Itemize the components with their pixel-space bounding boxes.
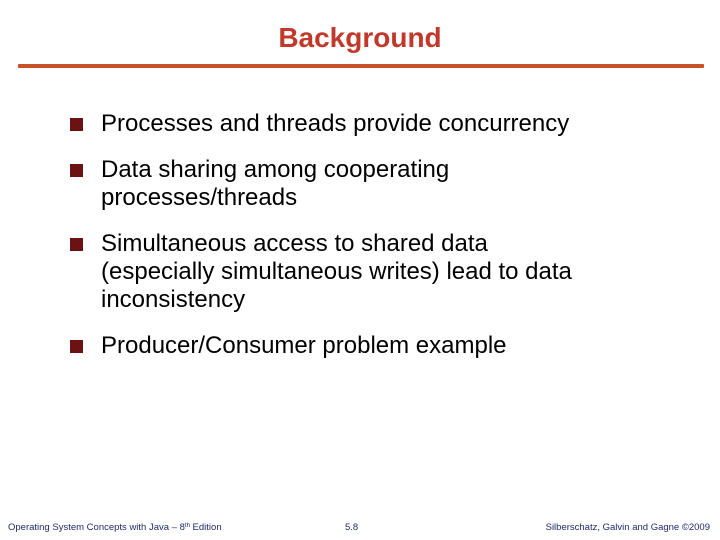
bullet-list bbox=[70, 110, 690, 378]
bullet-item bbox=[70, 332, 690, 360]
square-bullet-icon bbox=[70, 340, 83, 353]
footer-title-prefix: Operating System Concepts with Java – 8 bbox=[8, 522, 185, 533]
bullet-item bbox=[70, 110, 690, 138]
square-bullet-icon bbox=[70, 238, 83, 251]
bullet-text: Simultaneous access to shared data (especially simultaneous writes) lead to data inconsistency bbox=[101, 230, 572, 313]
bullet-text: Processes and threads provide concurrency bbox=[101, 110, 570, 137]
footer-title-suffix: Edition bbox=[189, 522, 222, 533]
footer-page-number: 5.8 bbox=[345, 522, 359, 533]
slide-title: Background bbox=[278, 22, 442, 53]
title-divider bbox=[18, 64, 704, 68]
bullet-item bbox=[70, 156, 690, 212]
square-bullet-icon bbox=[70, 164, 83, 177]
bullet-text: Producer/Consumer problem example bbox=[101, 332, 507, 359]
bullet-item bbox=[70, 230, 690, 314]
bullet-text: Data sharing among cooperating processes/threads bbox=[101, 156, 450, 211]
footer-copyright: Silberschatz, Galvin and Gagne ©2009 bbox=[545, 522, 710, 533]
square-bullet-icon bbox=[70, 118, 83, 131]
footer-title-sup: th bbox=[184, 523, 190, 529]
footer-course-title bbox=[8, 522, 222, 534]
